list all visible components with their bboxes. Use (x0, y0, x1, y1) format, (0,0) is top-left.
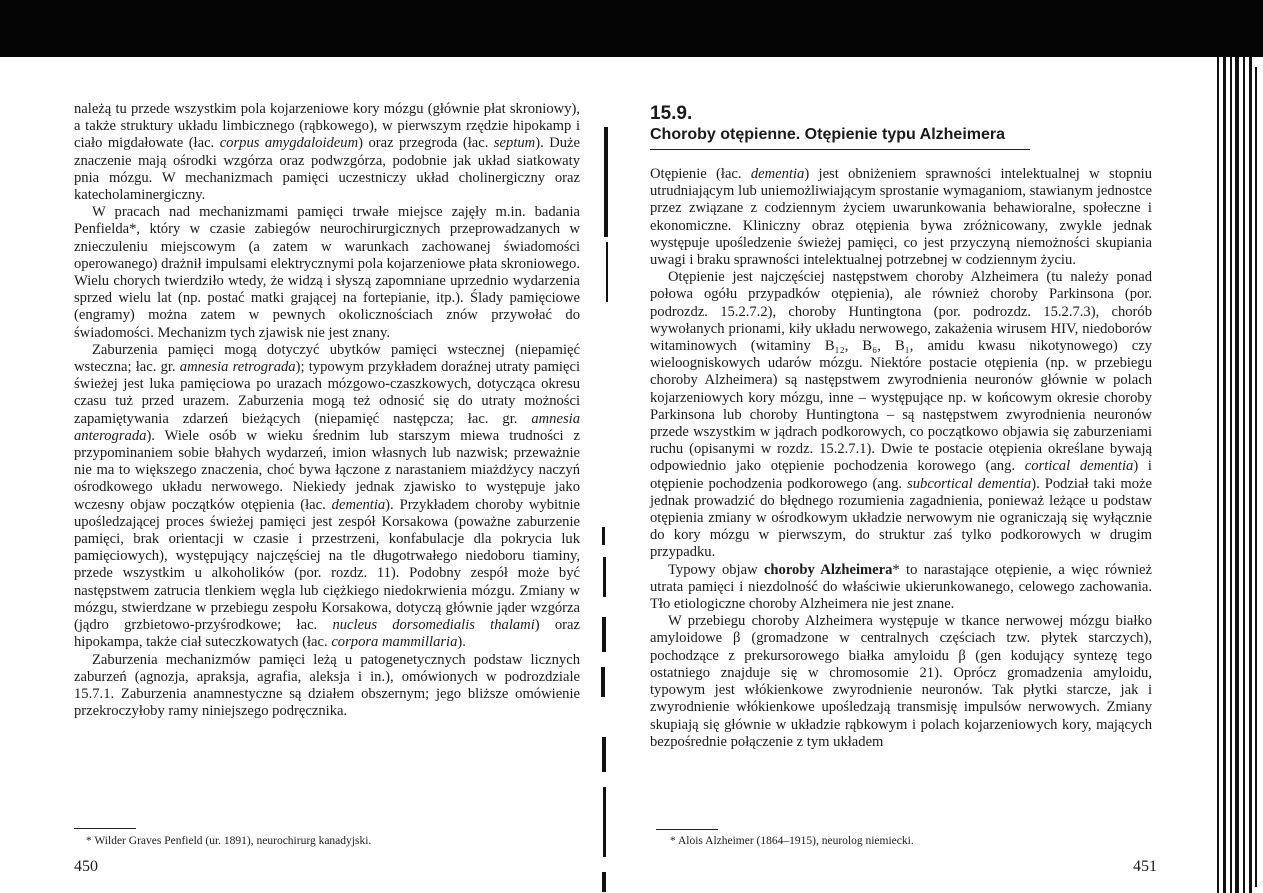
italic-term: septum (493, 135, 536, 152)
left-footnote-rule (74, 828, 136, 829)
text-run: ). Duże znaczenie mają ośrodki wzgórza oraz podwzgórza, podobnie jak układ siatkowaty pnia mózgu. W mechanizmach pamięci uczestniczy układ cholinergiczny oraz katecholaminergiczny. (74, 135, 580, 204)
text-run: Typowy objaw (668, 561, 764, 578)
book-spine-shadow (588, 57, 628, 893)
text-run: ) jest obniżeniem sprawności intelektualnej w stopniu utrudniającym lub uniemożliwiającym sprostanie wymaganiom, stawianym jednostce przez związane z codziennym życiem uwarunkowania behawioralne, społeczne i ekonomiczne. Kliniczny obraz otępienia bywa zróżnicowany, zwykle jednak występuje upośledzenie świeżej pamięci, co jest przyczyną niemożności skupiania uwagi i braku sprawności intelektualnej potrzebnej w codziennym życiu. (650, 166, 1152, 269)
italic-term: corpora mammillaria (331, 634, 458, 651)
italic-term: corpus amygdaloideum (219, 135, 359, 152)
italic-term: dementia (331, 496, 386, 513)
bold-term: choroby Alzheimera (763, 561, 893, 578)
paragraph (650, 269, 1152, 561)
text-run: ) i otępienie pochodzenia podkorowego (ang. (650, 458, 1152, 492)
italic-term: amnesia anterograda (74, 410, 580, 444)
text-run: ). Podział taki może jednak prowadzić do błędnego rozumienia zagadnienia, ponieważ leżące u podstaw otępienia zmiany w ośrodkowym układzie nerwowym nie ograniczają się wyłącznie do kory mózgu w pierwszym, do struktur zaś tylko podkorowych w drugim przypadku. (650, 475, 1152, 561)
right-page-number: 451 (1133, 858, 1157, 875)
text-run: ) oraz hipokampa, także ciał suteczkowatych (łac. (74, 617, 580, 651)
text-run: Zaburzenia pamięci mogą dotyczyć ubytków pamięci wstecznej (niepamięć wsteczna; łac. gr. (74, 341, 580, 376)
right-footnote-rule (656, 829, 718, 830)
scan-top-border (0, 0, 1263, 57)
paragraph (650, 562, 1152, 614)
text-run: Zaburzenia mechanizmów pamięci leżą u patogenetycznych podstaw licznych zaburzeń (agnozja, apraksja, agrafia, aleksja i in.), omówionych w podrozdziale 15.7.1. Zaburzenia anamnestyczne są działem obszernym; jego bliższe omówienie przekroczyłoby ramy niniejszego podręcznika. (74, 651, 580, 720)
text-run: W przebiegu choroby Alzheimera występuje w tkance nerwowej mózgu białko amyloidowe β (gromadzone w centralnych częściach tzw. płytek starczych), pochodzące z prekursorowego białka amyloidu β (gen kodujący syntezę tego ostatniego znajduje się w chromosomie 21). Oprócz gromadzenia amyloidu, typowym jest włókienkowe zwyrodnienie neuronów. Tak płytki starcze, jak i zwyrodnienie włókienkowe upośledzają transmisję impulsów nerwowych. Zmiany skupiają się głównie w układzie rąbkowym i polach kojarzeniowych kory, mających bezpośrednie połączenie z tym układem (650, 613, 1152, 750)
section-number: 15.9. (650, 103, 693, 124)
left-page-number: 450 (74, 858, 98, 875)
italic-term: subcortical dementia (907, 475, 1032, 492)
text-run: ) oraz przegroda (łac. (358, 135, 494, 152)
text-run: Otępienie jest najczęściej następstwem choroby Alzheimera (tu należy ponad połowa ogółu przypadków otępienia), ale również choroby Parkinsona (por. podrozdz. 15.2.7.2), choroby Huntingtona (por. podrozdz. 15.2.7.3), chorób wywołanych prionami, kiły układu nerwowego, zakażenia wirusem HIV, niedoborów witaminowych (witaminy B₁₂, B₆, B₁, amidu kwasu nikotynowego) czy wieloogniskowych udarów mózgu. Niektóre postacie otępienia (np. w przebiegu choroby Alzheimera) są następstwem zwyrodnienia neuronów głównie w polach kojarzeniowych kory mózgu, inne – występujące np. w końcowym okresie choroby Parkinsona lub choroby Huntingtona – są następstwem zwyrodnienia neuronów przede wszystkim w jądrach podkorowych, co początkowo objawia się zaburzeniami ruchu (opisanymi w rozdz. 15.2.7.1). Dwie te postacie otępienia określane bywają odpowiednio jako otępienie pochodzenia korowego (ang. (650, 269, 1152, 475)
italic-term: dementia (750, 166, 805, 182)
text-run: ). Wiele osób w wieku średnim lub starszym miewa trudności z przypominaniem sobie błahych wydarzeń, imion własnych lub nazwisk; przeważnie nie ma to większego znaczenia, choć bywa łączone z narastaniem miażdżycy naczyń ośrodkowego układu nerwowego. Niekiedy jednak zjawisko to występuje jako wczesny objaw początków otępienia (łac. (74, 427, 580, 513)
text-run: ); typowym przykładem doraźnej utraty pamięci świeżej jest luka pamięciowa po urazach mózgowo-czaszkowych, dotycząca okresu czasu tuż przed urazem. Zaburzenia mogą też odnosić się do utraty możności zapamiętywania zdarzeń bieżących (niepamięć następcza; łac. gr. (74, 359, 580, 427)
section-title: Choroby otępienne. Otępienie typu Alzheimera (650, 126, 1006, 143)
paragraph (74, 101, 580, 204)
italic-term: cortical dementia (1024, 458, 1134, 475)
italic-term: amnesia retrograda (179, 359, 296, 376)
text-run: Otępienie (łac. (650, 166, 751, 182)
left-page (74, 101, 580, 720)
right-page-body (650, 166, 1152, 751)
right-page-edge (1205, 57, 1263, 893)
text-run: należą tu przede wszystkim pola kojarzeniowe kory mózgu (głównie płat skroniowy), a także struktury układu limbicznego (rąbkowego), w pierwszym rzędzie hipokamp i ciało migdałowate (łac. (74, 101, 580, 152)
text-run: * to narastające otępienie, a więc również utrata pamięci i niezdolność do właściwie ukierunkowanego, celowego zachowania. Tło etiologiczne choroby Alzheimera nie jest znane. (650, 561, 1152, 613)
right-footnote: * Alois Alzheimer (1864–1915), neurolog niemiecki. (670, 835, 914, 847)
italic-term: nucleus dorsomedialis thalami (332, 617, 535, 634)
paragraph (74, 204, 580, 342)
right-page (650, 103, 1152, 751)
left-footnote: * Wilder Graves Penfield (ur. 1891), neurochirurg kanadyjski. (86, 835, 372, 847)
paragraph (650, 613, 1152, 751)
text-run: ). (457, 634, 466, 651)
paragraph (74, 652, 580, 721)
paragraph (74, 342, 580, 652)
text-run: W pracach nad mechanizmami pamięci trwałe miejsce zajęły m.in. badania Penfielda*, który w czasie zabiegów neurochirurgicznych przeprowadzanych w znieczuleniu miejscowym (a zatem w warunkach zachowanej świadomości operowanego) drażnił impulsami elektrycznymi pola kojarzeniowe płata skroniowego. Wielu chorych twierdziło wtedy, że widzą i słyszą zapomniane uprzednio wydarzenia sprzed wielu lat (np. postać matki grającej na fortepianie, itp.). Ślady pamięciowe (engramy) można zatem w pewnych okolicznościach znów przywołać do świadomości. Mechanizm tych zjawisk nie jest znany. (74, 204, 580, 341)
section-title-rule (650, 149, 1030, 150)
paragraph (650, 166, 1152, 269)
text-run: ). Przykładem choroby wybitnie upośledzającej proces świeżej pamięci jest zespół Korsakowa (poważne zaburzenie pamięci, brak orientacji w czasie i przestrzeni, konfabulacje dla pokrycia luk pamięciowych), występujący najczęściej na tle długotrwałego niedoboru tiaminy, przede wszystkim u alkoholików (por. rozdz. 11). Podobny zespół może być następstwem zatrucia tlenkiem węgla lub ciężkiego niedokrwienia mózgu. Zmiany w mózgu, stwierdzane w przebiegu zespołu Korsakowa, dotyczą głównie jąder wzgórza (jądro grzbietowo-przyśrodkowe; łac. (74, 496, 580, 634)
left-page-body (74, 101, 580, 720)
